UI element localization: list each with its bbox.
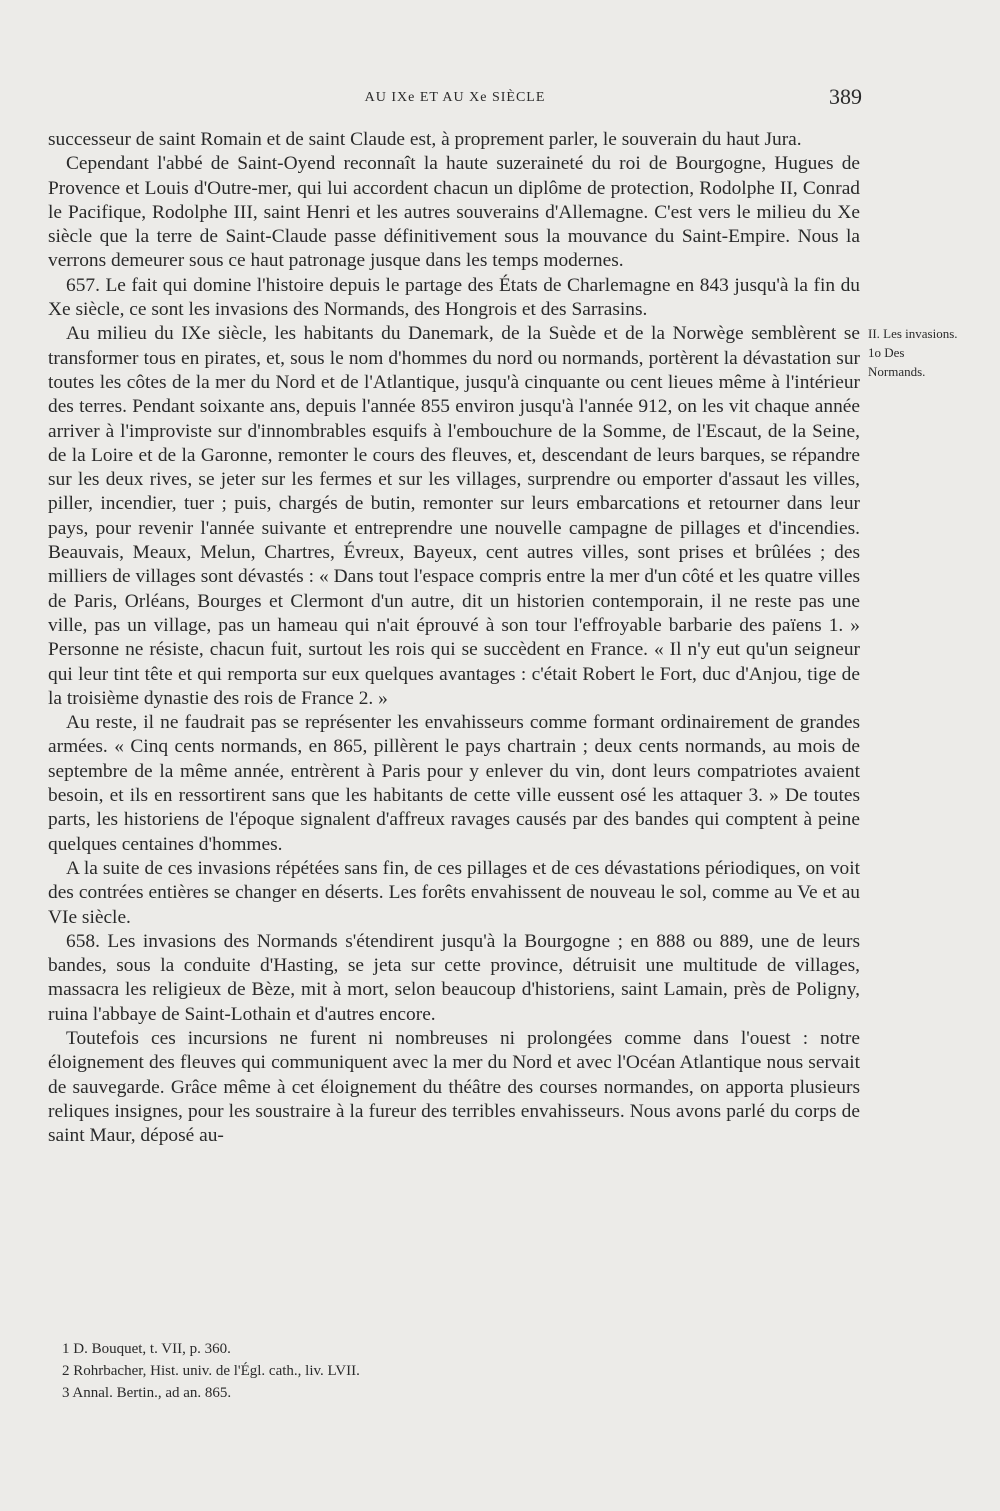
paragraph: 658. Les invasions des Normands s'étendirent jusqu'à la Bourgogne ; en 888 ou 889, une de leurs bandes, sous la conduite d'Hasting, se jeta sur cette province, détruisit une multitude de villages, massacra les religieux de Bèze, mit à mort, selon beaucoup d'historiens, saint Lamain, près de Poligny, ruina l'abbaye de Saint-Lothain et d'autres encore. <box>48 930 860 1025</box>
paragraph: Toutefois ces incursions ne furent ni nombreuses ni prolongées comme dans l'ouest : notre éloignement des fleuves qui communiquent avec la mer du Nord et avec l'Océan Atlantique nous servait de sauvegarde. Grâce même à cet éloignement du théâtre des courses normandes, on apporta plusieurs reliques insignes, pour les soustraire à la fureur des terribles envahisseurs. Nous avons parlé du corps de saint Maur, déposé au- <box>48 1027 860 1147</box>
running-title: AU IXe ET AU Xe SIÈCLE <box>364 90 546 105</box>
footnote: 3 Annal. Bertin., ad an. 865. <box>62 1385 232 1401</box>
paragraph: 657. Le fait qui domine l'histoire depuis le partage des États de Charlemagne en 843 jusqu'à la fin du Xe siècle, ce sont les invasions des Normands, des Hongrois et des Sarrasins. <box>48 274 860 321</box>
page-header <box>48 84 862 114</box>
paragraph: Au milieu du IXe siècle, les habitants du Danemark, de la Suède et de la Norwège semblèrent se transformer tous en pirates, et, sous le nom d'hommes du nord ou normands, portèrent la dévastation sur toutes les côtes de la mer du Nord et de l'Atlantique, jusqu'à cinquante ou cent lieues même à l'intérieur des terres. Pendant soixante ans, depuis l'année 855 environ jusqu'à l'année 912, on les vit chaque année arriver à l'improviste sur d'innombrables esquifs à l'embouchure de la Somme, de l'Escaut, de la Seine, de la Loire et de la Garonne, remonter le cours des fleuves, et, descendant de leurs barques, se répandre sur les deux rives, se jeter sur les fermes et sur les villages, surprendre ou emporter d'assaut les villes, piller, incendier, tuer ; puis, chargés de butin, remonter sur leurs embarcations et retourner dans leur pays, pour revenir l'année suivante et entreprendre une nouvelle campagne de pillages et d'incendies. Beauvais, Meaux, Melun, Chartres, Évreux, Bayeux, cent autres villes, sont prises et brûlées ; des milliers de villages sont dévastés : « Dans tout l'espace compris entre la mer d'un côté et les quatre villes de Paris, Orléans, Bourges et Clermont d'un autre, dit un historien contemporain, il ne reste pas une ville, pas un village, pas un hameau qui n'ait éprouvé à son tour l'effroyable barbarie des païens 1. » Personne ne résiste, chacun fuit, surtout les rois qui se succèdent en France. « Il n'y eut qu'un seigneur qui leur tint tête et qui remporta sur eux quelques avantages : c'était Robert le Fort, duc d'Anjou, tige de la troisième dynastie des rois de France 2. » <box>48 323 860 709</box>
page-number: 389 <box>829 84 862 109</box>
paragraph: A la suite de ces invasions répétées sans fin, de ces pillages et de ces dévastations périodiques, on voit des contrées entières se changer en déserts. Les forêts envahissent de nouveau le sol, comme au Ve et au VIe siècle. <box>48 857 860 928</box>
paragraph: Au reste, il ne faudrait pas se représenter les envahisseurs comme formant ordinairement de grandes armées. « Cinq cents normands, en 865, pillèrent le pays chartrain ; deux cents normands, au mois de septembre de la même année, entrèrent à Paris pour y enlever du vin, dont leurs compatriotes avaient besoin, et ils en ressortirent sans que les habitants de cette ville eussent osé les attaquer 3. » De toutes parts, les historiens de l'époque signalent d'affreux ravages causés par des bandes qui comptent à peine quelques centaines d'hommes. <box>48 712 860 855</box>
footnotes <box>62 1338 662 1404</box>
paragraph: Cependant l'abbé de Saint-Oyend reconnaît la haute suzeraineté du roi de Bourgogne, Hugues de Provence et Louis d'Outre-mer, qui lui accordent chacun un diplôme de protection, Rodolphe II, Conrad le Pacifique, Rodolphe III, saint Henri et les autres souverains d'Allemagne. C'est vers le milieu du Xe siècle que la terre de Saint-Claude passe définitivement sous la mouvance du Saint-Empire. Nous la verrons demeurer sous ce haut patronage jusque dans les temps modernes. <box>48 153 860 272</box>
footnote: 1 D. Bouquet, t. VII, p. 360. <box>62 1341 231 1357</box>
margin-note: II. Les invasions. 1o Des Normands. <box>868 326 958 379</box>
body-text <box>48 128 860 1148</box>
paragraph: successeur de saint Romain et de saint Claude est, à proprement parler, le souverain du haut Jura. <box>48 129 802 150</box>
footnote: 2 Rohrbacher, Hist. univ. de l'Égl. cath., liv. LVII. <box>62 1363 360 1379</box>
